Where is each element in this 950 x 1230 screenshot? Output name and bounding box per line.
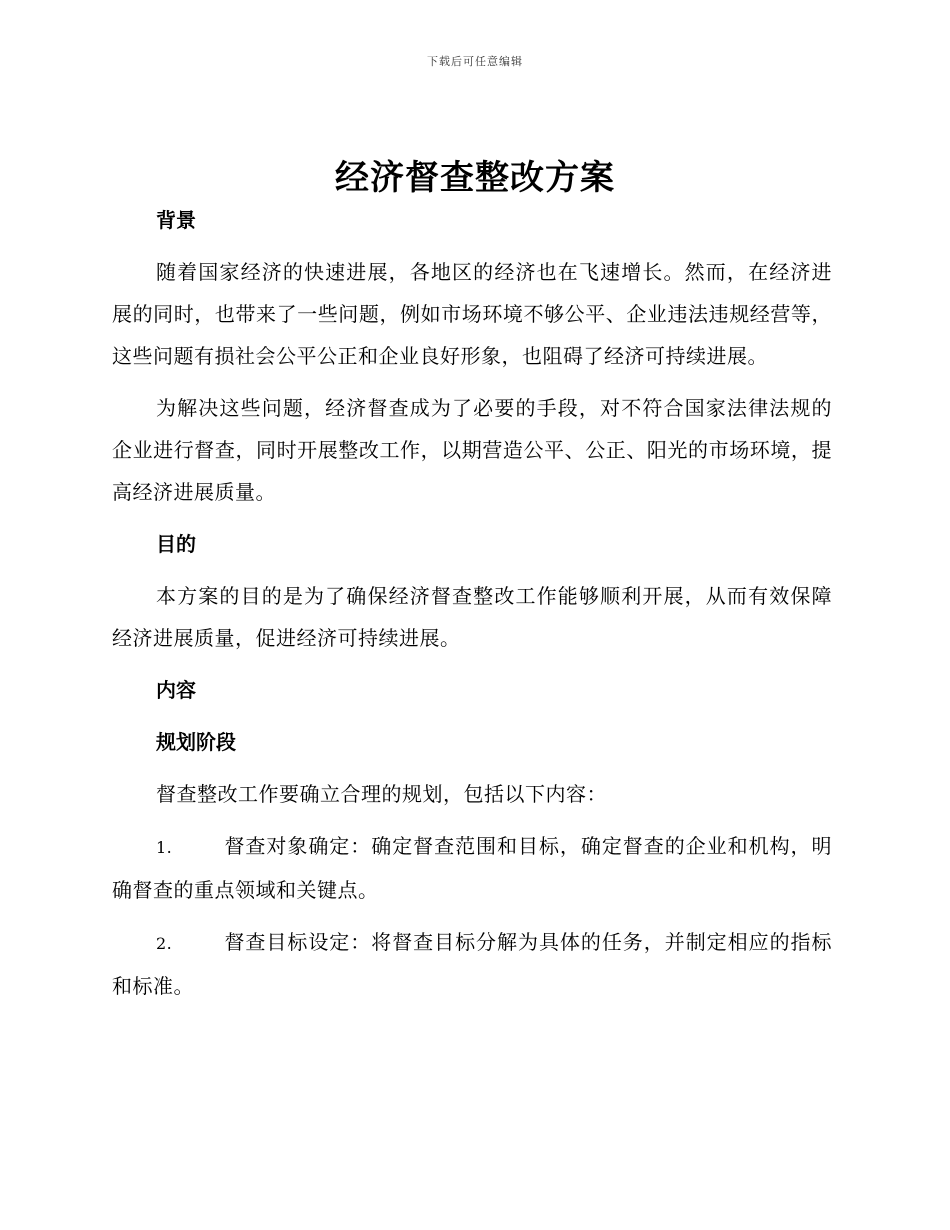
section-heading-planning: 规划阶段 xyxy=(156,730,236,754)
list-item xyxy=(112,825,832,911)
paragraph-purpose-1: 本方案的目的是为了确保经济督查整改工作能够顺利开展，从而有效保障经济进展质量，促进经济可持续进展。 xyxy=(112,584,832,650)
list-item-number: 2. xyxy=(156,934,173,953)
list-item xyxy=(112,921,832,1007)
section-heading-content: 内容 xyxy=(156,678,196,702)
paragraph-background-2: 为解决这些问题，经济督查成为了必要的手段，对不符合国家法律法规的企业进行督查，同时开展整改工作，以期营造公平、公正、阳光的市场环境，提高经济进展质量。 xyxy=(112,396,832,504)
document-body xyxy=(112,205,832,1017)
list-item-text: 督查对象确定：确定督查范围和目标，确定督查的企业和机构，明确督查的重点领域和关键点。 xyxy=(112,834,832,902)
list-item-number: 1. xyxy=(156,838,173,857)
header-note: 下载后可任意编辑 xyxy=(427,55,523,68)
document-title: 经济督查整改方案 xyxy=(335,158,615,198)
list-item-text: 督查目标设定：将督查目标分解为具体的任务，并制定相应的指标和标准。 xyxy=(112,930,832,998)
section-heading-purpose: 目的 xyxy=(156,532,196,556)
section-heading-background: 背景 xyxy=(156,208,196,232)
paragraph-background-1: 随着国家经济的快速进展，各地区的经济也在飞速增长。然而，在经济进展的同时，也带来了一些问题，例如市场环境不够公平、企业违法违规经营等，这些问题有损社会公平公正和企业良好形象，也阻碍了经济可持续进展。 xyxy=(112,260,832,368)
paragraph-planning-intro: 督查整改工作要确立合理的规划，包括以下内容： xyxy=(156,782,607,806)
